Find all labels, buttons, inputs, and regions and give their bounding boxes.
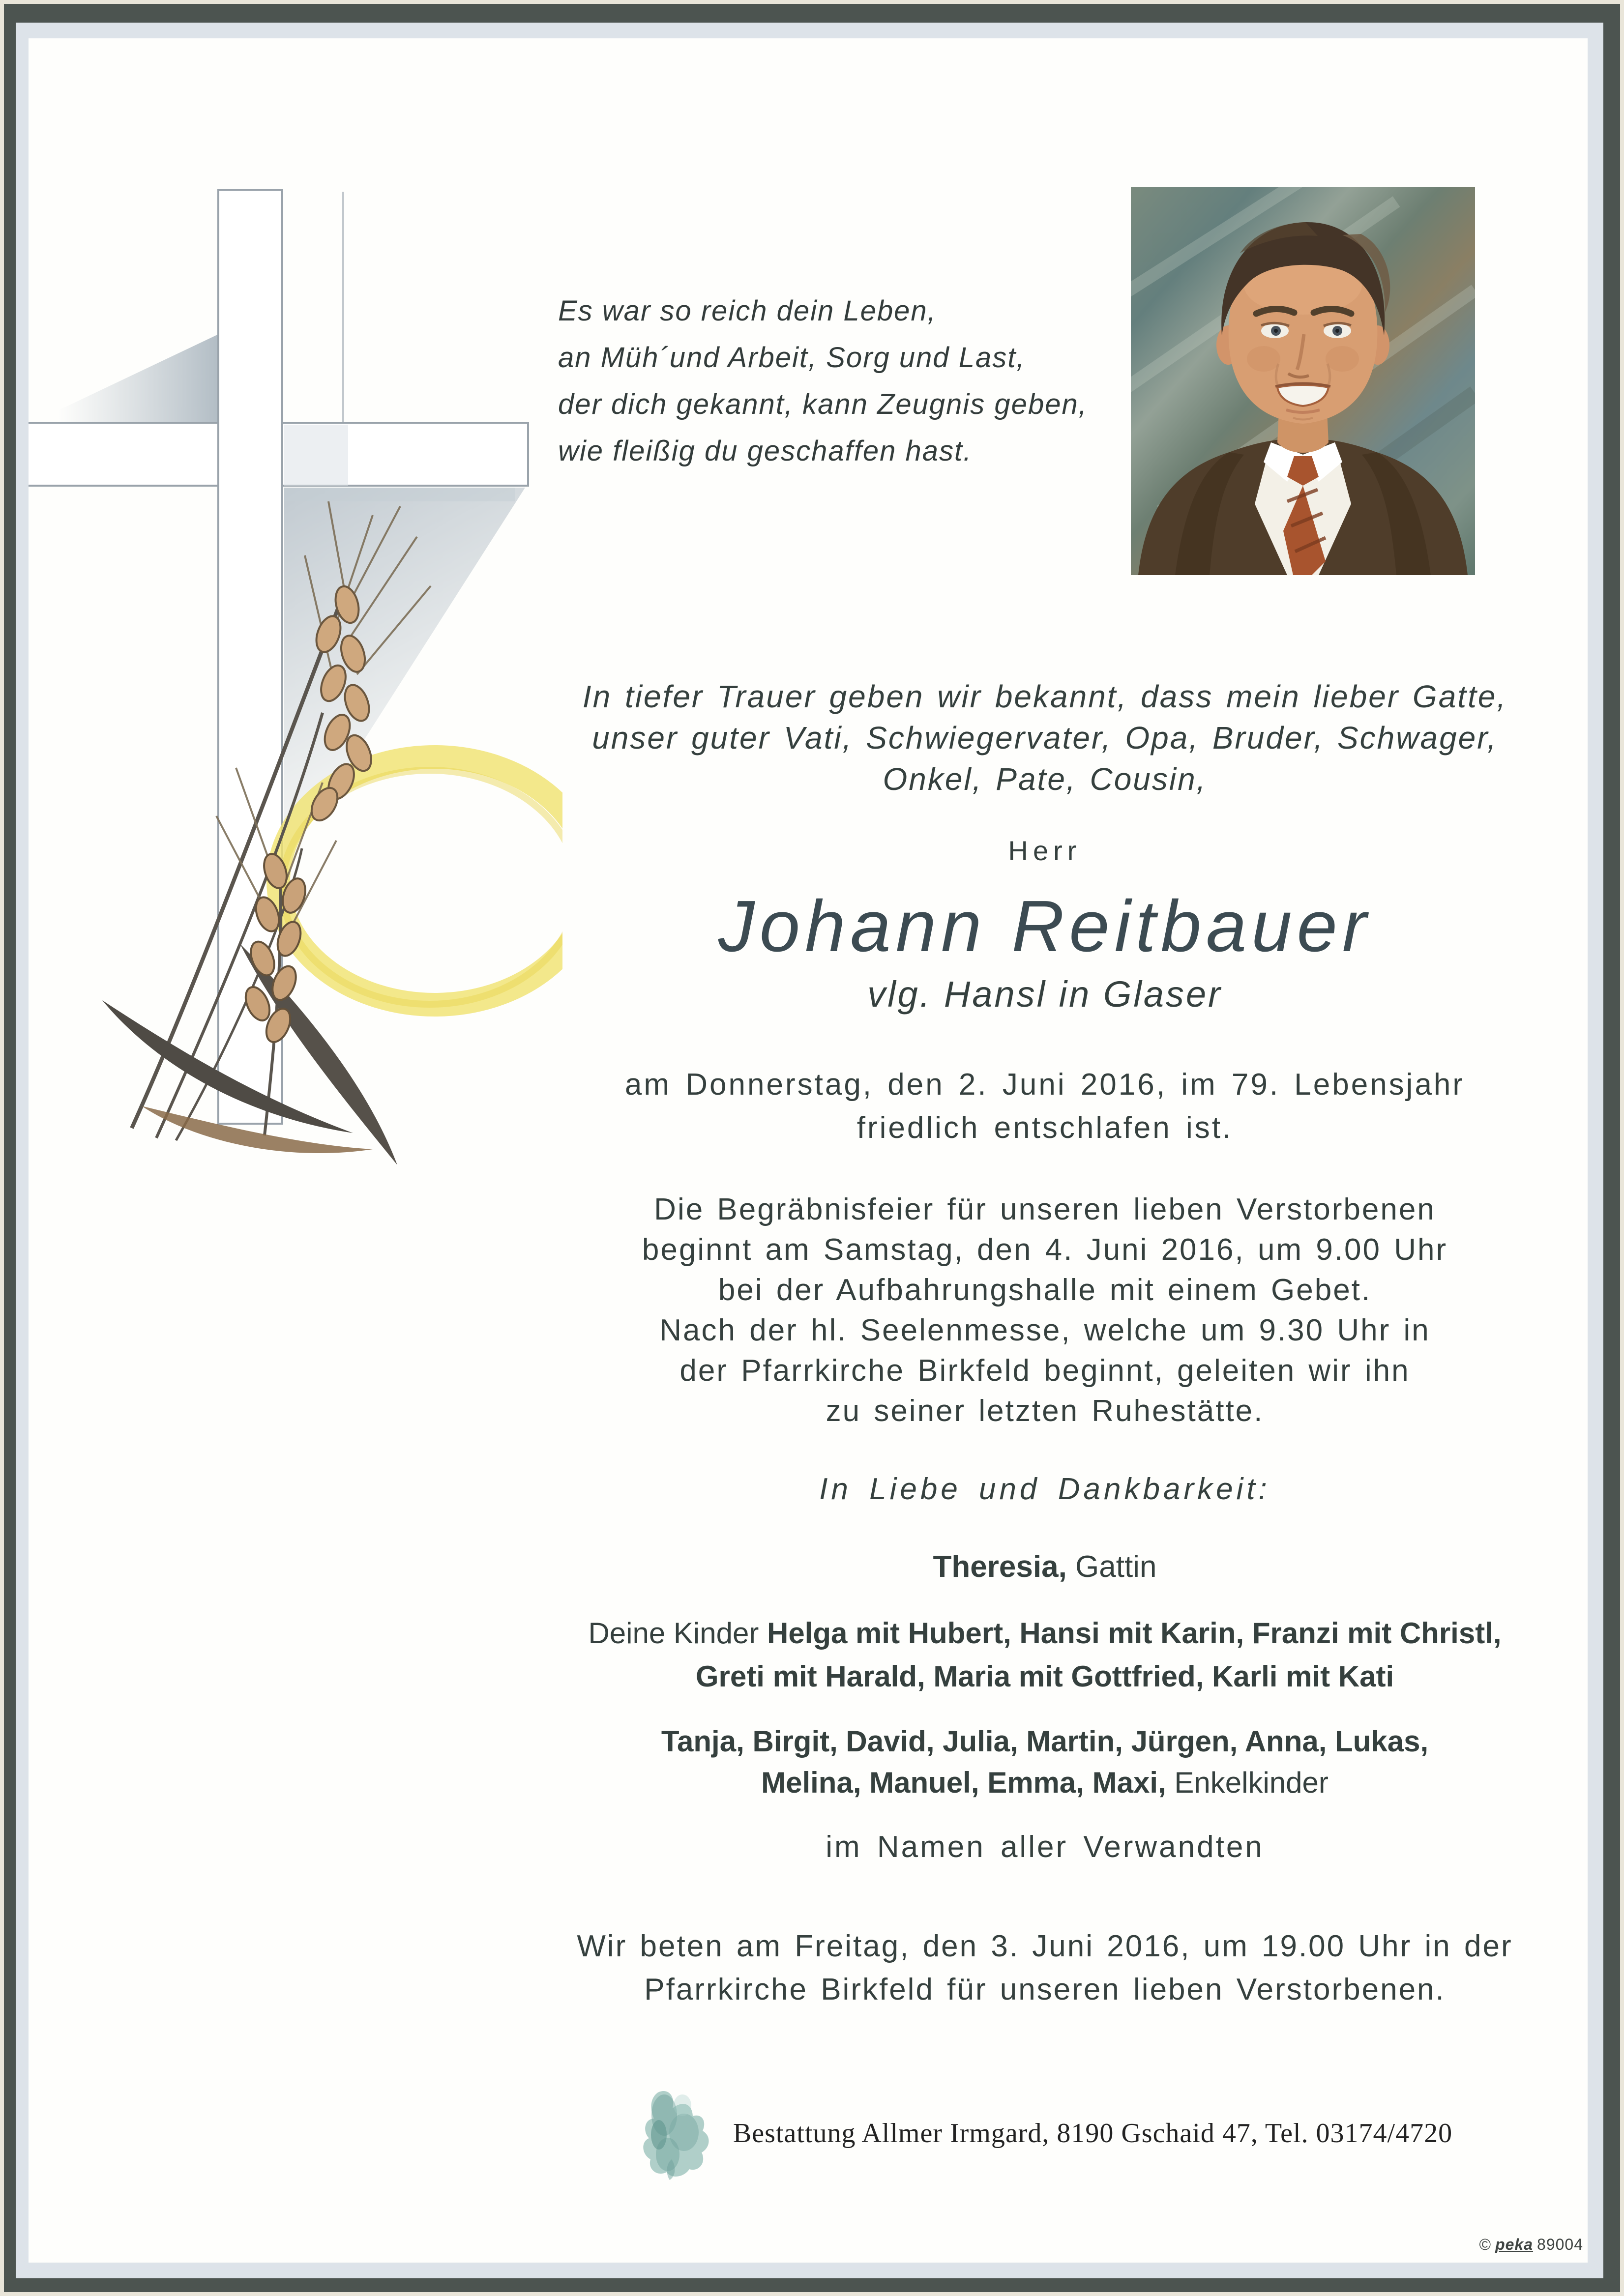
children-line-1 — [482, 1616, 1608, 1650]
poem-line: wie fleißig du geschaffen hast. — [558, 435, 973, 467]
death-date-line: am Donnerstag, den 2. Juni 2016, im 79. Lebensjahr — [624, 1068, 1465, 1102]
wife-role: Gattin — [1066, 1550, 1157, 1584]
wife-line — [482, 1549, 1608, 1584]
announcement-line: unser guter Vati, Schwiegervater, Opa, Bruder, Schwager, — [592, 720, 1498, 756]
copyright-icon: © — [1479, 2236, 1492, 2253]
salutation: Herr — [1008, 835, 1082, 866]
poem-line: der dich gekannt, kann Zeugnis geben, — [558, 388, 1088, 420]
funeral-notice — [482, 1190, 1608, 1431]
angel-logo-icon — [637, 2086, 718, 2181]
children-names: Helga mit Hubert, Hansi mit Karin, Franzi mit Christl, — [767, 1617, 1502, 1650]
funeral-home-info: Bestattung Allmer Irmgard, 8190 Gschaid 47, Tel. 03174/4720 — [733, 2118, 1453, 2149]
grandchildren-names: Melina, Manuel, Emma, Maxi, — [761, 1766, 1166, 1799]
death-date-notice — [482, 1063, 1608, 1150]
grandchildren-line-2 — [482, 1766, 1608, 1800]
prayer-line: Wir beten am Freitag, den 3. Juni 2016, um 19.00 Uhr in der — [577, 1929, 1513, 1963]
wife-name: Theresia, — [933, 1550, 1067, 1584]
poem-line: an Müh´und Arbeit, Sorg und Last, — [558, 342, 1026, 374]
prayer-notice — [482, 1925, 1608, 2011]
poem-line: Es war so reich dein Leben, — [558, 295, 937, 327]
funeral-line: beginnt am Samstag, den 4. Juni 2016, um 9.00 Uhr — [642, 1233, 1448, 1267]
funeral-line: bei der Aufbahrungshalle mit einem Gebet. — [718, 1273, 1372, 1307]
deceased-name: Johann Reitbauer — [718, 886, 1372, 967]
death-date-line: friedlich entschlafen ist. — [856, 1111, 1233, 1145]
print-number: 89004 — [1537, 2236, 1583, 2253]
funeral-line: der Pfarrkirche Birkfeld beginnt, geleiten wir ihn — [679, 1354, 1410, 1388]
print-credit — [1357, 2236, 1583, 2254]
print-brand: peka — [1495, 2236, 1534, 2253]
gratitude-heading: In Liebe und Dankbarkeit: — [819, 1472, 1270, 1506]
portrait-photo — [1131, 187, 1475, 575]
funeral-line: zu seiner letzten Ruhestätte. — [826, 1394, 1264, 1428]
grandchildren-line-1: Tanja, Birgit, David, Julia, Martin, Jürgen, Anna, Lukas, — [661, 1725, 1429, 1758]
announcement-line: Onkel, Pate, Cousin, — [883, 761, 1207, 797]
grandchildren-role: Enkelkinder — [1166, 1766, 1329, 1799]
vulgo-name: vlg. Hansl in Glaser — [867, 974, 1222, 1015]
children-line-2: Greti mit Harald, Maria mit Gottfried, Karli mit Kati — [695, 1660, 1394, 1693]
children-prefix: Deine Kinder — [588, 1617, 767, 1650]
announcement-line: In tiefer Trauer geben wir bekannt, dass mein lieber Gatte, — [582, 679, 1507, 714]
memorial-poem — [558, 288, 1148, 474]
prayer-line: Pfarrkirche Birkfeld für unseren lieben Verstorbenen. — [644, 1973, 1446, 2006]
death-announcement — [482, 676, 1608, 800]
funeral-line: Die Begräbnisfeier für unseren lieben Verstorbenen — [654, 1192, 1436, 1226]
funeral-line: Nach der hl. Seelenmesse, welche um 9.30 Uhr in — [659, 1313, 1430, 1347]
relatives-line: im Namen aller Verwandten — [826, 1830, 1264, 1864]
memorial-cross-illustration — [29, 162, 562, 1170]
funeral-home-footer — [482, 2082, 1608, 2185]
